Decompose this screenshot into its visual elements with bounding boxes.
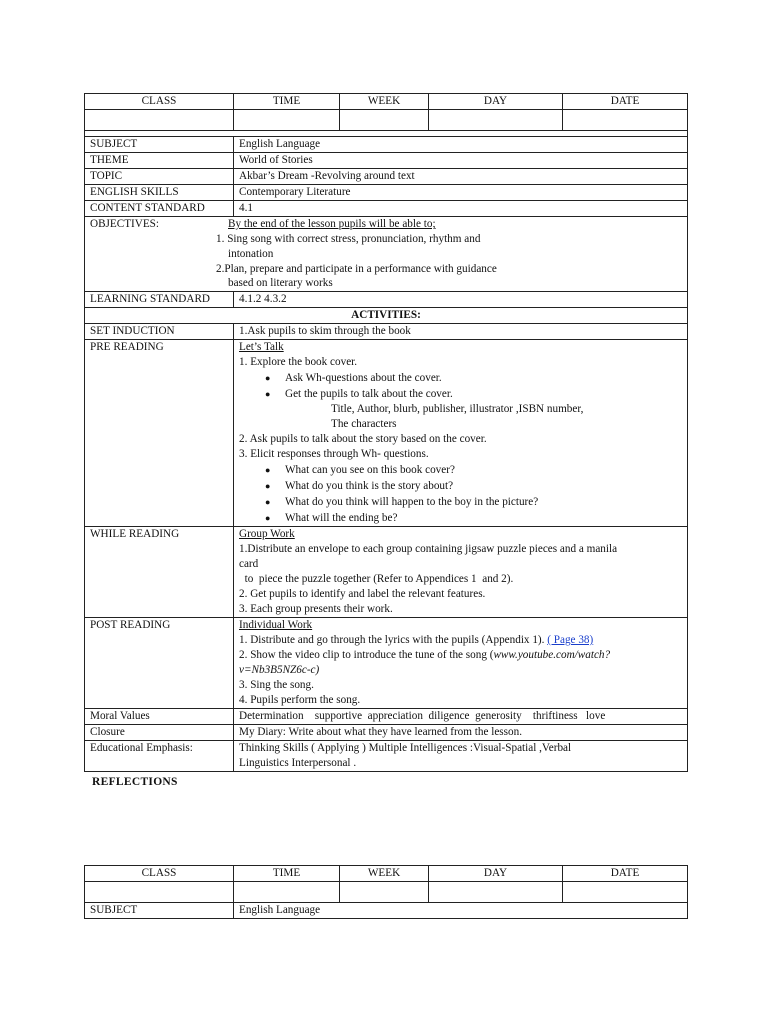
col-date: DATE xyxy=(563,94,688,110)
while-reading-label: WHILE READING xyxy=(85,527,234,618)
pre-reading-row xyxy=(85,340,688,527)
lesson-plan-table xyxy=(84,93,688,772)
objective-1: 1. Sing song with correct stress, pronunciation, rhythm and xyxy=(216,233,481,245)
col-day: DAY xyxy=(429,94,563,110)
topic-row xyxy=(85,169,688,185)
bullet-icon: ● xyxy=(265,481,271,491)
bullet-icon: ● xyxy=(265,389,271,399)
learning-standard-row xyxy=(85,292,688,308)
subject-row xyxy=(85,137,688,153)
theme-row xyxy=(85,153,688,169)
educational-emphasis-label: Educational Emphasis: xyxy=(85,741,234,772)
col-time: TIME xyxy=(234,94,340,110)
post-reading-step-1: 1. Distribute and go through the lyrics with the pupils (Appendix 1). xyxy=(239,634,545,646)
while-reading-step-1: 1.Distribute an envelope to each group containing jigsaw puzzle pieces and a manila xyxy=(239,543,618,555)
while-reading-step-2: 2. Get pupils to identify and label the relevant features. xyxy=(239,588,486,600)
video-url-cont[interactable]: v=Nb3B5NZ6c-c) xyxy=(239,664,320,676)
content-standard-value: 4.1 xyxy=(234,201,688,217)
header-values-row xyxy=(85,110,688,131)
list-item: ● What do you think is the story about? xyxy=(265,480,454,492)
educational-emphasis-row xyxy=(85,741,688,772)
page-38-link[interactable]: ( Page 38) xyxy=(547,634,594,646)
skills-row xyxy=(85,185,688,201)
post-reading-heading: Individual Work xyxy=(239,619,313,631)
skills-label: ENGLISH SKILLS xyxy=(85,185,234,201)
list-item: ● Get the pupils to talk about the cover. xyxy=(265,388,453,400)
list-item: ● What do you think will happen to the boy in the picture? xyxy=(265,496,539,508)
bullet-icon: ● xyxy=(265,373,271,383)
closure-label: Closure xyxy=(85,725,234,741)
col-class: CLASS xyxy=(85,866,234,882)
objective-2b: based on literary works xyxy=(228,277,333,289)
closure-row xyxy=(85,725,688,741)
subject-value: English Language xyxy=(234,903,688,919)
objective-2: 2.Plan, prepare and participate in a performance with guidance xyxy=(216,263,497,275)
list-item: ● What can you see on this book cover? xyxy=(265,464,455,476)
header-values-row xyxy=(85,882,688,903)
post-reading-step-2: 2. Show the video clip to introduce the tune of the song ( xyxy=(239,649,494,661)
bullet-icon: ● xyxy=(265,465,271,475)
educational-emphasis-value: Thinking Skills ( Applying ) Multiple Intelligences :Visual-Spatial ,Verbal xyxy=(239,742,572,754)
post-reading-row xyxy=(85,618,688,709)
pre-reading-label: PRE READING xyxy=(85,340,234,527)
while-reading-heading: Group Work xyxy=(239,528,295,540)
activities-title: ACTIVITIES: xyxy=(85,308,688,324)
post-reading-label: POST READING xyxy=(85,618,234,709)
bullet-icon: ● xyxy=(265,497,271,507)
moral-values-row xyxy=(85,709,688,725)
subject-row xyxy=(85,903,688,919)
theme-value: World of Stories xyxy=(234,153,688,169)
while-reading-row xyxy=(85,527,688,618)
moral-values-value: Determination supportive appreciation diligence generosity thriftiness love xyxy=(234,709,688,725)
objectives-intro: By the end of the lesson pupils will be able to; xyxy=(228,218,436,230)
pre-reading-sub-2: The characters xyxy=(331,418,397,430)
set-induction-label: SET INDUCTION xyxy=(85,324,234,340)
subject-value: English Language xyxy=(234,137,688,153)
educational-emphasis-value-2: Linguistics Interpersonal . xyxy=(239,757,357,769)
content-standard-row xyxy=(85,201,688,217)
subject-label: SUBJECT xyxy=(85,137,234,153)
col-day: DAY xyxy=(429,866,563,882)
skills-value: Contemporary Literature xyxy=(234,185,688,201)
pre-reading-step-2: 2. Ask pupils to talk about the story based on the cover. xyxy=(239,433,487,445)
while-reading-step-1b: card xyxy=(239,558,259,570)
pre-reading-heading: Let’s Talk xyxy=(239,341,284,353)
content-standard-label: CONTENT STANDARD xyxy=(85,201,234,217)
objectives-label: OBJECTIVES: xyxy=(90,218,159,230)
post-reading-step-3: 3. Sing the song. xyxy=(239,679,314,691)
topic-value: Akbar’s Dream -Revolving around text xyxy=(234,169,688,185)
bullet-icon: ● xyxy=(265,513,271,523)
learning-standard-value: 4.1.2 4.3.2 xyxy=(234,292,688,308)
post-reading-step-4: 4. Pupils perform the song. xyxy=(239,694,361,706)
col-week: WEEK xyxy=(340,866,429,882)
header-row xyxy=(85,866,688,882)
moral-values-label: Moral Values xyxy=(85,709,234,725)
pre-reading-bullets xyxy=(239,370,682,402)
pre-reading-questions xyxy=(239,462,682,526)
pre-reading-step-3: 3. Elicit responses through Wh- questions. xyxy=(239,448,429,460)
pre-reading-step-1: 1. Explore the book cover. xyxy=(239,356,358,368)
pre-reading-sub-1: Title, Author, blurb, publisher, illustrator ,ISBN number, xyxy=(331,403,584,415)
second-lesson-table xyxy=(84,865,688,919)
closure-value: My Diary: Write about what they have learned from the lesson. xyxy=(234,725,688,741)
set-induction-row xyxy=(85,324,688,340)
video-url[interactable]: www.youtube.com/watch? xyxy=(493,649,611,661)
while-reading-step-1c: to piece the puzzle together (Refer to Appendices 1 and 2). xyxy=(239,573,514,585)
col-time: TIME xyxy=(234,866,340,882)
list-item: ● What will the ending be? xyxy=(265,512,398,524)
theme-label: THEME xyxy=(85,153,234,169)
activities-row xyxy=(85,308,688,324)
set-induction-text: 1.Ask pupils to skim through the book xyxy=(234,324,688,340)
reflections-heading: REFLECTIONS xyxy=(92,776,178,788)
col-class: CLASS xyxy=(85,94,234,110)
subject-label: SUBJECT xyxy=(85,903,234,919)
topic-label: TOPIC xyxy=(85,169,234,185)
objective-1b: intonation xyxy=(228,248,274,260)
objectives-row xyxy=(85,217,688,292)
while-reading-step-3: 3. Each group presents their work. xyxy=(239,603,393,615)
col-week: WEEK xyxy=(340,94,429,110)
header-row xyxy=(85,94,688,110)
list-item: ● Ask Wh-questions about the cover. xyxy=(265,372,442,384)
learning-standard-label: LEARNING STANDARD xyxy=(85,292,234,308)
col-date: DATE xyxy=(563,866,688,882)
